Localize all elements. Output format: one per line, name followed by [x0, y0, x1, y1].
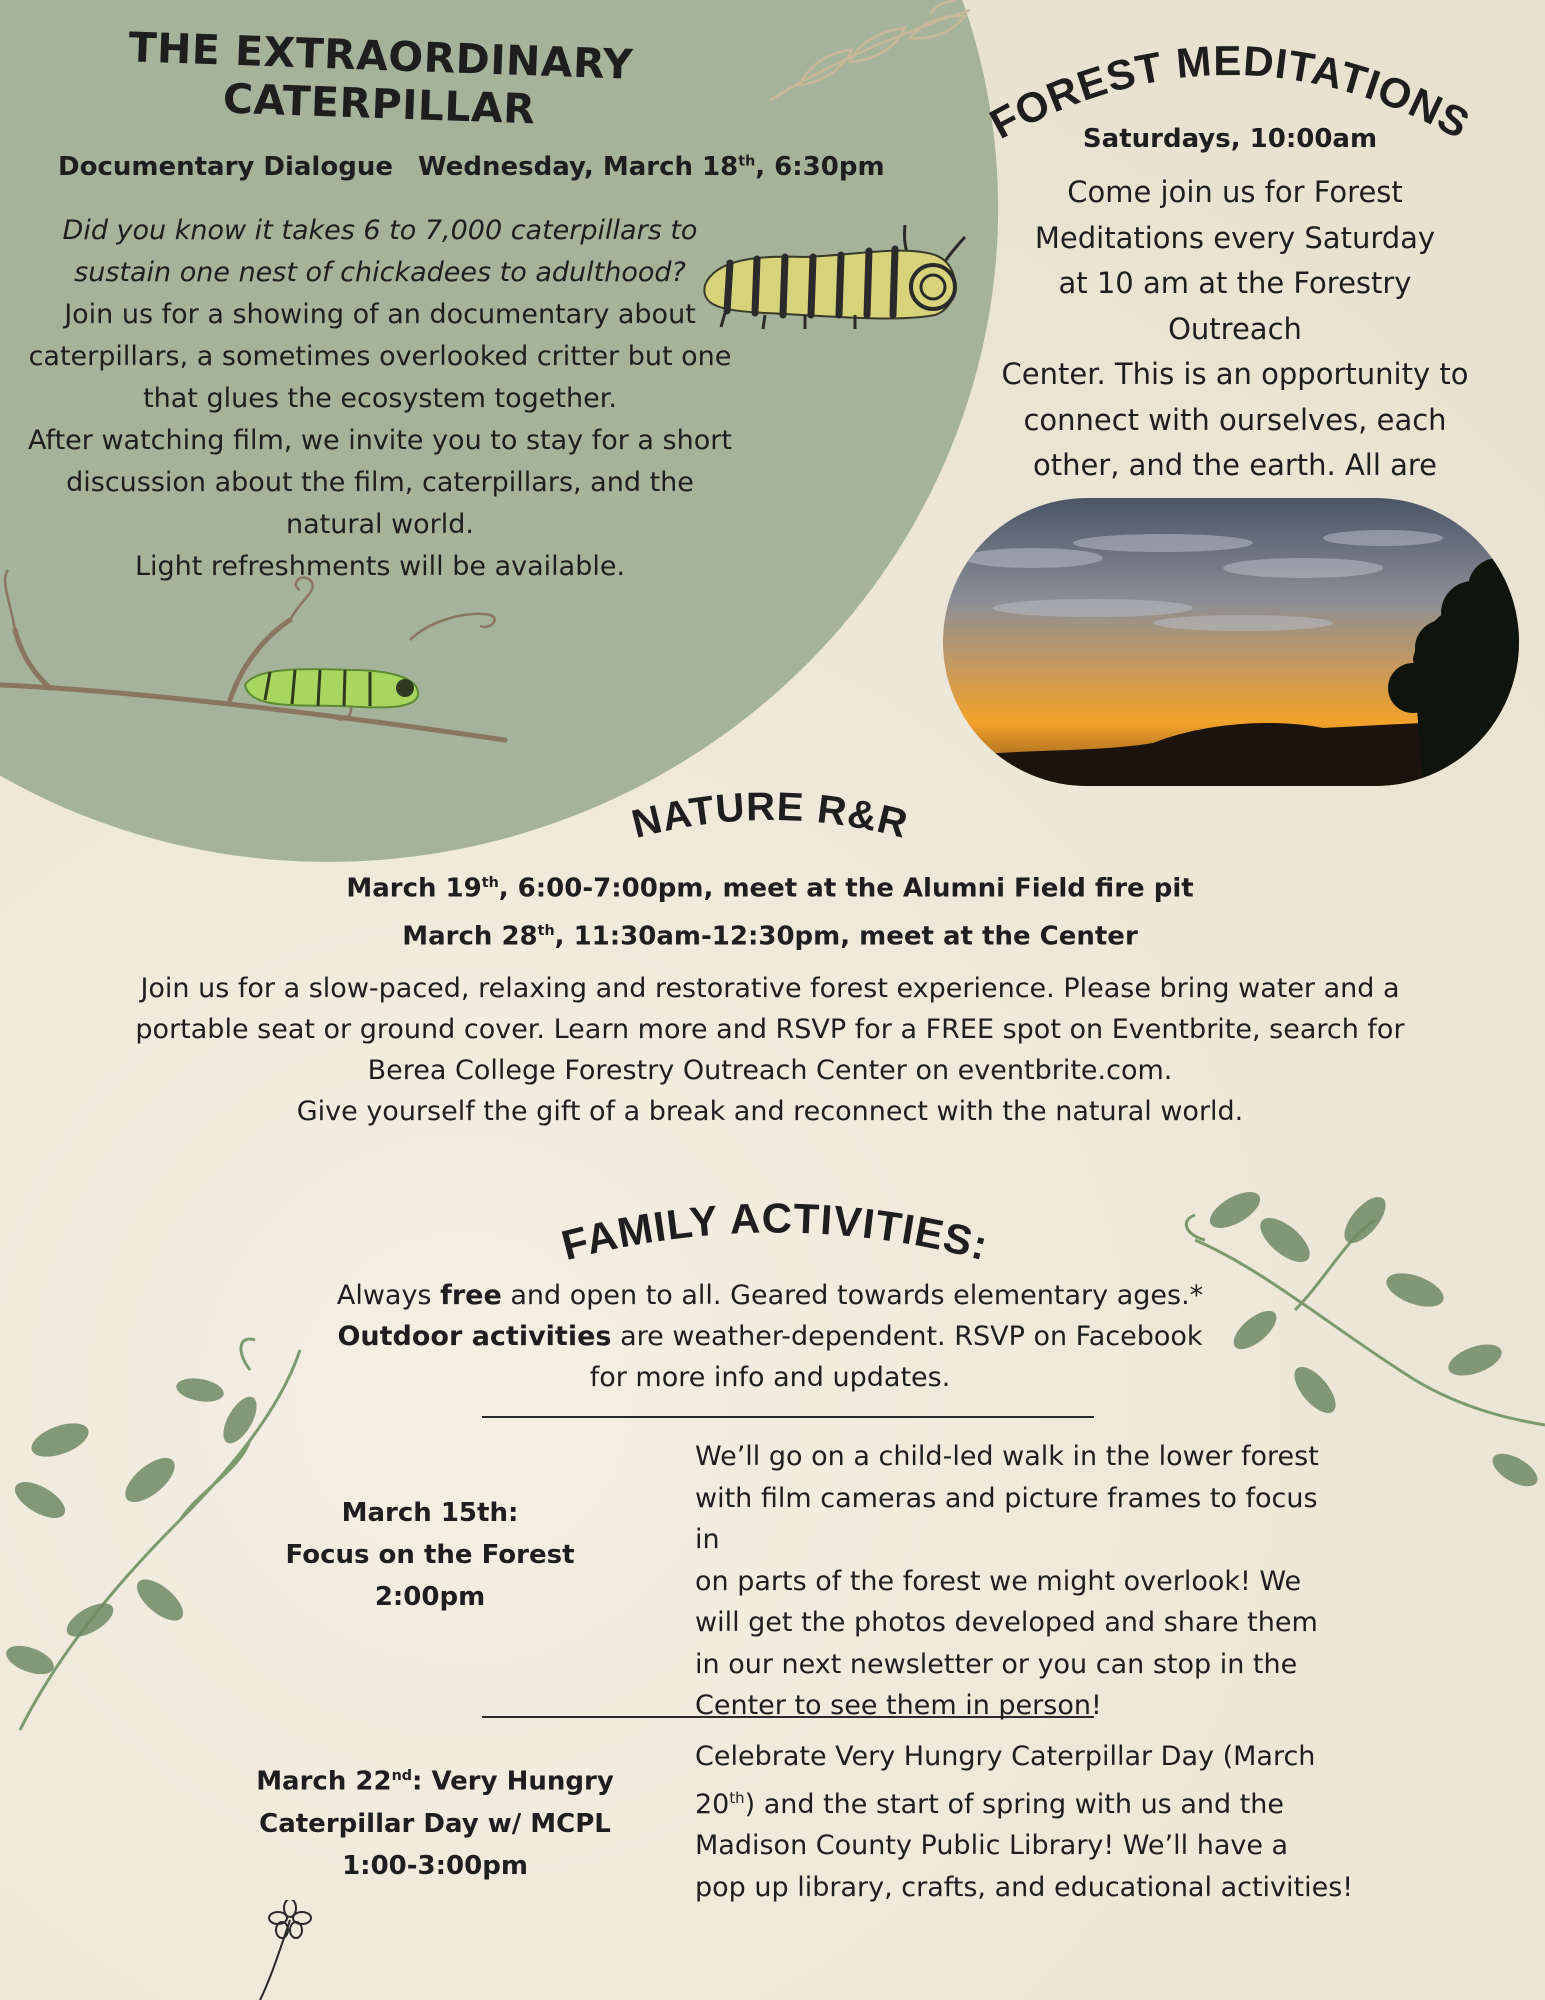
- rr-line: portable seat or ground cover. Learn more and RSVP for a FREE spot on Eventbrite, search for: [135, 1014, 1405, 1045]
- event-line: in our next newsletter or you can stop in the: [695, 1648, 1298, 1680]
- flower-sketch-icon: [250, 1900, 350, 2000]
- event-line: with film cameras and picture frames to focus in: [695, 1482, 1318, 1555]
- caterpillar-line: caterpillars, a sometimes overlooked critter but one: [28, 341, 732, 372]
- vine-right-icon: [1175, 1180, 1545, 1540]
- event-line: Center to see them in person!: [695, 1690, 1102, 1721]
- event-name: Focus on the Forest: [285, 1540, 575, 1570]
- leaf-sprig-icon: [760, 0, 990, 110]
- caterpillar-line: natural world.: [285, 509, 474, 540]
- forest-meditations-title: FOREST MEDITATIONS: [982, 36, 1478, 148]
- svg-text:FAMILY ACTIVITIES:: [557, 1194, 994, 1269]
- family-title: FAMILY ACTIVITIES:: [556, 1194, 994, 1270]
- event-line: on parts of the forest we might overlook! We: [695, 1565, 1302, 1597]
- caterpillar-subtitle: Documentary Dialogue: [58, 152, 393, 182]
- caterpillar-line: Did you know it takes 6 to 7,000 caterpillars to: [62, 215, 698, 246]
- fm-line: at 10 am at the Forestry Outreach: [1058, 266, 1412, 346]
- divider: [482, 1416, 1094, 1418]
- rr-line: Give yourself the gift of a break and reconnect with the natural world.: [296, 1096, 1244, 1127]
- event-line: We’ll go on a child-led walk in the lower forest: [695, 1441, 1319, 1472]
- caterpillar-title: THE EXTRAORDINARY CATERPILLAR: [127, 23, 634, 134]
- family-intro-line: Outdoor activities are weather-dependent. RSVP on Facebook: [337, 1321, 1203, 1352]
- monarch-caterpillar-icon: [695, 215, 970, 335]
- nature-rr-title-arc: [610, 770, 930, 850]
- rr-line: Berea College Forestry Outreach Center on eventbrite.com.: [367, 1055, 1173, 1086]
- rr-date-line: March 19th, 6:00-7:00pm, meet at the Alumni Field fire pit: [346, 873, 1194, 904]
- event-time: 2:00pm: [374, 1582, 486, 1612]
- caterpillar-line: that glues the ecosystem together.: [143, 383, 617, 414]
- svg-text:NATURE R&R: [628, 785, 913, 847]
- fm-line: Come join us for Forest: [1067, 175, 1403, 209]
- family-intro-line: Always free and open to all. Geared towards elementary ages.*: [336, 1280, 1204, 1311]
- event-line: pop up library, crafts, and educational activities!: [695, 1871, 1354, 1903]
- nature-rr-title: NATURE R&R: [627, 784, 913, 847]
- vine-left-icon: [0, 1330, 330, 1750]
- branch-icon: [0, 560, 510, 750]
- caterpillar-line: discussion about the film, caterpillars, and the: [66, 467, 694, 498]
- caterpillar-line: Join us for a showing of an documentary about: [64, 299, 696, 330]
- event-time: 1:00-3:00pm: [342, 1850, 528, 1881]
- caterpillar-description: [20, 210, 740, 588]
- fm-line: other, and the earth. All are: [1032, 448, 1438, 482]
- family-title-arc: [530, 1170, 1020, 1280]
- nature-rr-dates: [200, 862, 1340, 957]
- fm-line: connect with ourselves, each: [1023, 402, 1447, 437]
- event-date: March 15th:: [341, 1498, 519, 1528]
- fm-line: Center. This is an opportunity to: [1001, 357, 1469, 391]
- forest-meditations-time: Saturdays, 10:00am: [1082, 124, 1378, 154]
- caterpillar-line: Light refreshments will be available.: [134, 551, 626, 582]
- event-hungry-caterpillar-description: [695, 1736, 1355, 1908]
- event-date: March 22nd: Very Hungry: [256, 1766, 614, 1797]
- nature-rr-description: [120, 968, 1420, 1132]
- event-line: Celebrate Very Hungry Caterpillar Day (March: [695, 1741, 1316, 1772]
- caterpillar-line: After watching film, we invite you to stay for a short: [28, 425, 732, 456]
- family-intro: [330, 1275, 1210, 1398]
- rr-date-line: March 28th, 11:30am-12:30pm, meet at the Center: [402, 921, 1138, 952]
- rr-line: Join us for a slow-paced, relaxing and restorative forest experience. Please bring water and a: [140, 973, 1400, 1004]
- caterpillar-date: Wednesday, March 18th, 6:30pm: [418, 152, 885, 182]
- fm-line: Meditations every Saturday: [1034, 220, 1436, 255]
- event-hungry-caterpillar-label: [240, 1755, 630, 1887]
- event-line: will get the photos developed and share them: [695, 1607, 1318, 1638]
- forest-meditations-description: [990, 170, 1480, 534]
- event-line: 20th) and the start of spring with us and the: [695, 1788, 1285, 1820]
- caterpillar-line: sustain one nest of chickadees to adulthood?: [74, 257, 686, 288]
- family-intro-line: for more info and updates.: [589, 1362, 951, 1393]
- event-name: Caterpillar Day w/ MCPL: [259, 1808, 611, 1839]
- event-line: Madison County Public Library! We’ll have a: [695, 1830, 1289, 1861]
- sunset-photo: [943, 498, 1519, 786]
